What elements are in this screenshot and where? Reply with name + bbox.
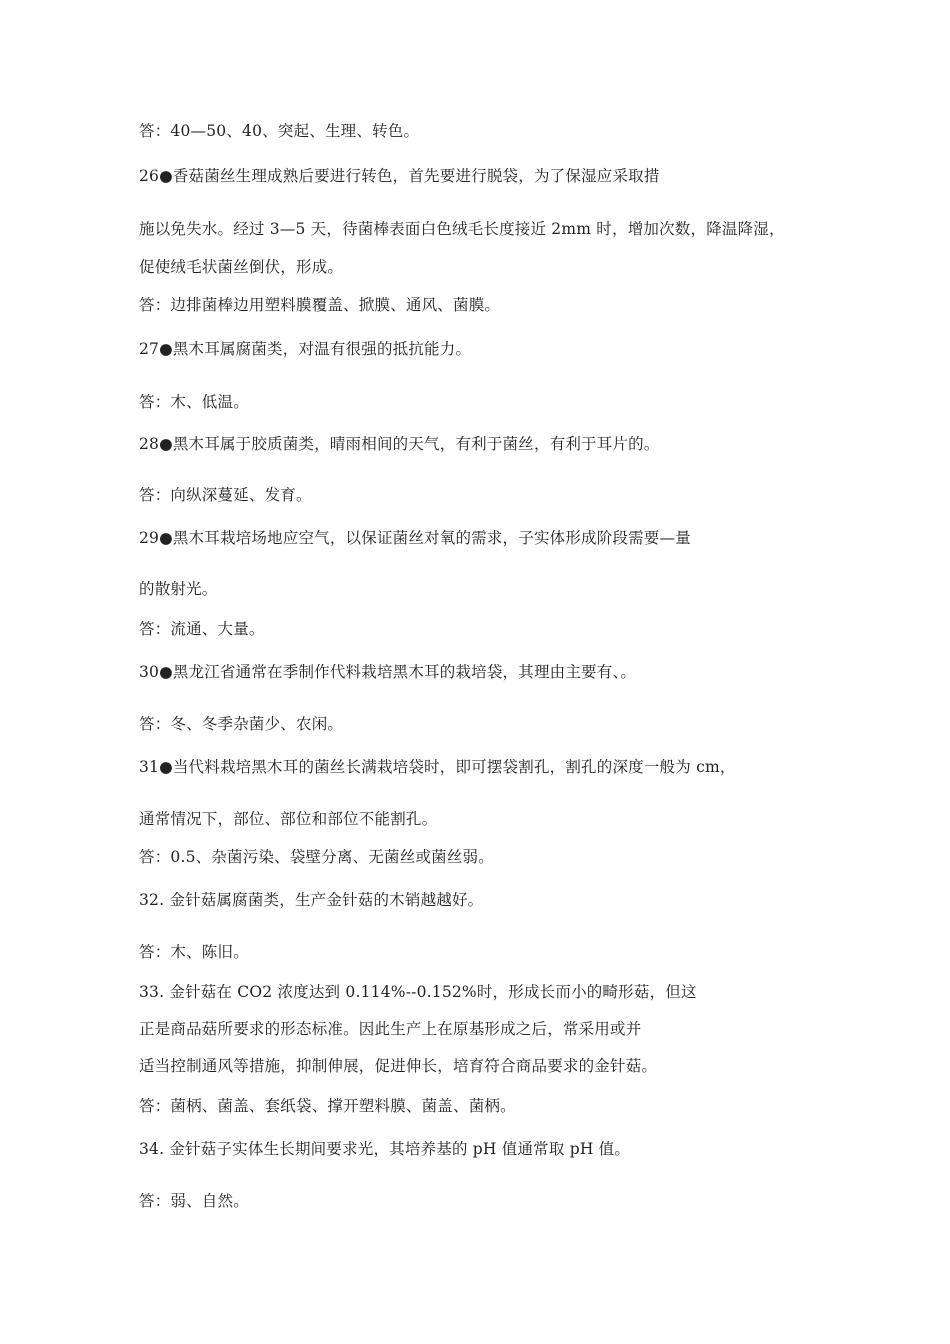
answer-32: 答：木、陈旧。 — [139, 943, 249, 961]
answer-25: 答：40—50、40、突起、生理、转色。 — [139, 122, 420, 140]
answer-26: 答：边排菌棒边用塑料膜覆盖、掀膜、通风、菌膜。 — [139, 296, 501, 314]
question-26-line-1: 26●香菇菌丝生理成熟后要进行转色，首先要进行脱袋，为了保湿应采取措 — [139, 167, 660, 185]
question-30: 30●黑龙江省通常在季制作代料栽培黑木耳的栽培袋，其理由主要有、。 — [139, 663, 637, 681]
answer-29: 答：流通、大量。 — [139, 620, 265, 638]
question-27: 27●黑木耳属腐菌类，对温有很强的抵抗能力。 — [139, 340, 472, 358]
question-34: 34. 金针菇子实体生长期间要求光，其培养基的 pH 值通常取 pH 值。 — [139, 1140, 631, 1158]
answer-34: 答：弱、自然。 — [139, 1192, 249, 1210]
answer-28: 答：向纵深蔓延、发育。 — [139, 486, 312, 504]
question-33-line-3: 适当控制通风等措施，抑制伸展，促进伸长，培育符合商品要求的金针菇。 — [139, 1057, 658, 1075]
answer-27: 答：木、低温。 — [139, 393, 249, 411]
question-33-line-1: 33. 金针菇在 CO2 浓度达到 0.114%--0.152%时，形成长而小的畸形菇，但这 — [139, 983, 697, 1001]
question-31-line-1: 31●当代料栽培黑木耳的菌丝长满栽培袋时，即可摆袋割孔，割孔的深度一般为 cm， — [139, 758, 736, 776]
question-32: 32. 金针菇属腐菌类，生产金针菇的木销越越好。 — [139, 891, 484, 909]
question-26-line-2: 施以免失水。经过 3—5 天，待菌棒表面白色绒毛长度接近 2mm 时，增加次数，降温降湿， — [139, 220, 785, 238]
answer-31: 答：0.5、杂菌污染、袋壁分离、无菌丝或菌丝弱。 — [139, 848, 494, 866]
question-28: 28●黑木耳属于胶质菌类，晴雨相间的天气，有利于菌丝，有利于耳片的。 — [139, 435, 660, 453]
question-31-line-2: 通常情况下，部位、部位和部位不能割孔。 — [139, 810, 438, 828]
question-26-line-3: 促使绒毛状菌丝倒伏，形成。 — [139, 258, 344, 276]
question-29-line-1: 29●黑木耳栽培场地应空气，以保证菌丝对氧的需求，子实体形成阶段需要—量 — [139, 529, 691, 547]
answer-33: 答：菌柄、菌盖、套纸袋、撑开塑料膜、菌盖、菌柄。 — [139, 1097, 516, 1115]
question-33-line-2: 正是商品菇所要求的形态标准。因此生产上在原基形成之后，常采用或并 — [139, 1020, 642, 1038]
question-29-line-2: 的散射光。 — [139, 580, 218, 598]
answer-30: 答：冬、冬季杂菌少、农闲。 — [139, 715, 344, 733]
